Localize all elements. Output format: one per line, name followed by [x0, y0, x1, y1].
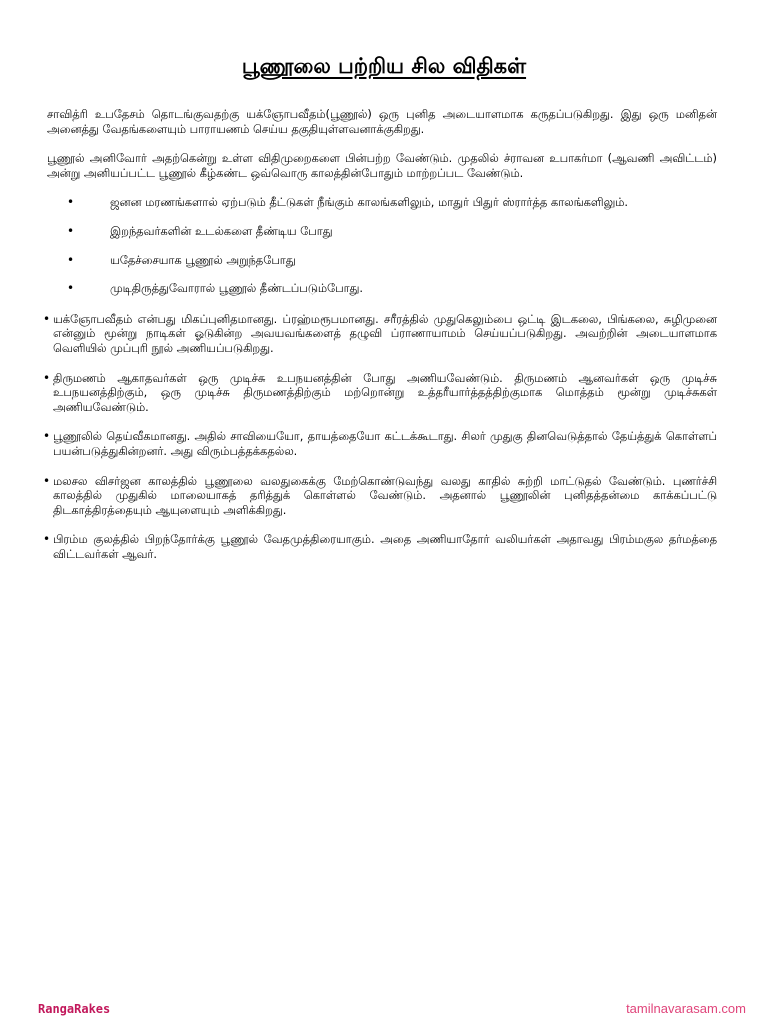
occasion-item: [67, 281, 717, 296]
occasion-item: [67, 253, 717, 268]
document-body: [43, 107, 717, 576]
rule-item: [43, 429, 717, 458]
rule-text: திருமணம் ஆகாதவர்கள் ஒரு முடிச்சு உபநயனத்தின் போது அணியவேண்டும். திருமணம் ஆனவர்கள் ஒரு முடிச்சு உபநயனத்திற்கும், ஒரு முடிச்சு திருமணத்திற்கும் மற்றொன்று உத்தரீயார்த்தத்திற்குமாக மொத்தம் மூன்று முடிச்சுகள் அணியவேண்டும்.: [53, 370, 717, 414]
rule-text: பூணூலில் தெய்வீகமானது. அதில் சாவியையோ, தாயத்தையோ கட்டக்கூடாது. சிலர் முதுகு தினவெடுத்தால் தேய்த்துக் கொள்ளப் பயன்படுத்துகின்றனர். அது விரும்பத்தக்கதல்ல.: [53, 429, 717, 458]
occasion-item: [67, 224, 717, 239]
bullet-icon: •: [67, 223, 75, 238]
rules-list: [43, 311, 717, 562]
occasion-text: யதேச்சையாக பூணூல் அறுந்தபோது: [110, 252, 296, 267]
occasion-list: [47, 195, 717, 295]
bullet-icon: •: [67, 252, 75, 267]
occasion-text: ஜனன மரணங்களால் ஏற்படும் தீட்டுகள் நீங்கும் காலங்களிலும், மாதுர் பிதுர் ஸ்ரார்த்த காலங்களிலும்.: [110, 195, 628, 210]
bullet-icon: •: [43, 311, 51, 326]
bullet-icon: •: [43, 429, 51, 444]
page-title: பூணூலை பற்றிய சில விதிகள்: [241, 54, 527, 78]
rule-item: [43, 312, 717, 356]
rule-text: பிரம்ம குலத்தில் பிறந்தோர்க்கு பூணூல் வேதமுத்திரையாகும். அதை அணியாதோர் வலியர்கள் அதாவது பிரம்மகுல தர்மத்தை விட்டவர்கள் ஆவர்.: [53, 532, 717, 561]
rule-text: மலசல விசர்ஜன காலத்தில் பூணூலை வலதுகைக்கு மேற்கொண்டுவந்து வலது காதில் சுற்றி மாட்டுதல் வேண்டும். புணர்ச்சி காலத்தில் முதுகில் மாலையாகத் தரித்துக் கொள்ளல் வேண்டும். அதனால் பூணூலின் புனிதத்தன்மை காக்கப்பட்டு திடகாத்திரத்தையும் ஆயுளையும் அளிக்கிறது.: [53, 473, 717, 517]
rule-item: [43, 532, 717, 561]
bullet-icon: •: [67, 281, 75, 296]
rule-item: [43, 474, 717, 518]
footer-website-link[interactable]: tamilnavarasam.com: [626, 1001, 746, 1016]
footer-author: RangaRakes: [38, 1002, 111, 1016]
bullet-icon: •: [43, 532, 51, 547]
occasion-text: முடிதிருத்துவோரால் பூணூல் தீண்டப்படும்போது.: [110, 281, 364, 296]
intro-paragraph: சாவித்ரி உபதேசம் தொடங்குவதற்கு யக்ஞோபவீதம்(பூணூல்) ஒரு புனித அடையாளமாக கருதப்படுகிறது. இது ஒரு மனிதன் அனைத்து வேதங்களையும் பாராயணம் செய்ய தகுதியுள்ளவனாக்குகிறது.: [47, 107, 717, 136]
bullet-icon: •: [43, 370, 51, 385]
intro-paragraph: பூணூல் அனிவோர் அதற்கென்று உள்ள விதிமுறைகளை பின்பற்ற வேண்டும். முதலில் ச்ராவன உபாகர்மா (ஆவணி அவிட்டம்) அன்று அனியப்பட்ட பூணூல் கீழ்கண்ட ஒவ்வொரு காலத்தின்போதும் மாற்றப்பட வேண்டும்.: [47, 151, 717, 180]
rule-text: யக்ஞோபவீதம் என்பது மிகப்புனிதமானது. ப்ரஹ்மரூபமானது. சரீரத்தில் முதுகெலும்பை ஒட்டி இடகலை, பிங்கலை, சுழிமுனை என்னும் மூன்று நாடிகள் ஓடுகின்ற அவயவங்களைத் தழுவி ப்ராணாயாமம் செய்யப்படுகிறது. அவற்றின் அடையாளமாக வெளியில் முப்புரி நூல் அணியப்படுகிறது.: [53, 311, 717, 355]
occasion-text: இறந்தவர்களின் உடல்களை தீண்டிய போது: [110, 223, 333, 238]
bullet-icon: •: [43, 473, 51, 488]
bullet-icon: •: [67, 195, 75, 210]
occasion-item: [67, 195, 717, 210]
rule-item: [43, 371, 717, 415]
